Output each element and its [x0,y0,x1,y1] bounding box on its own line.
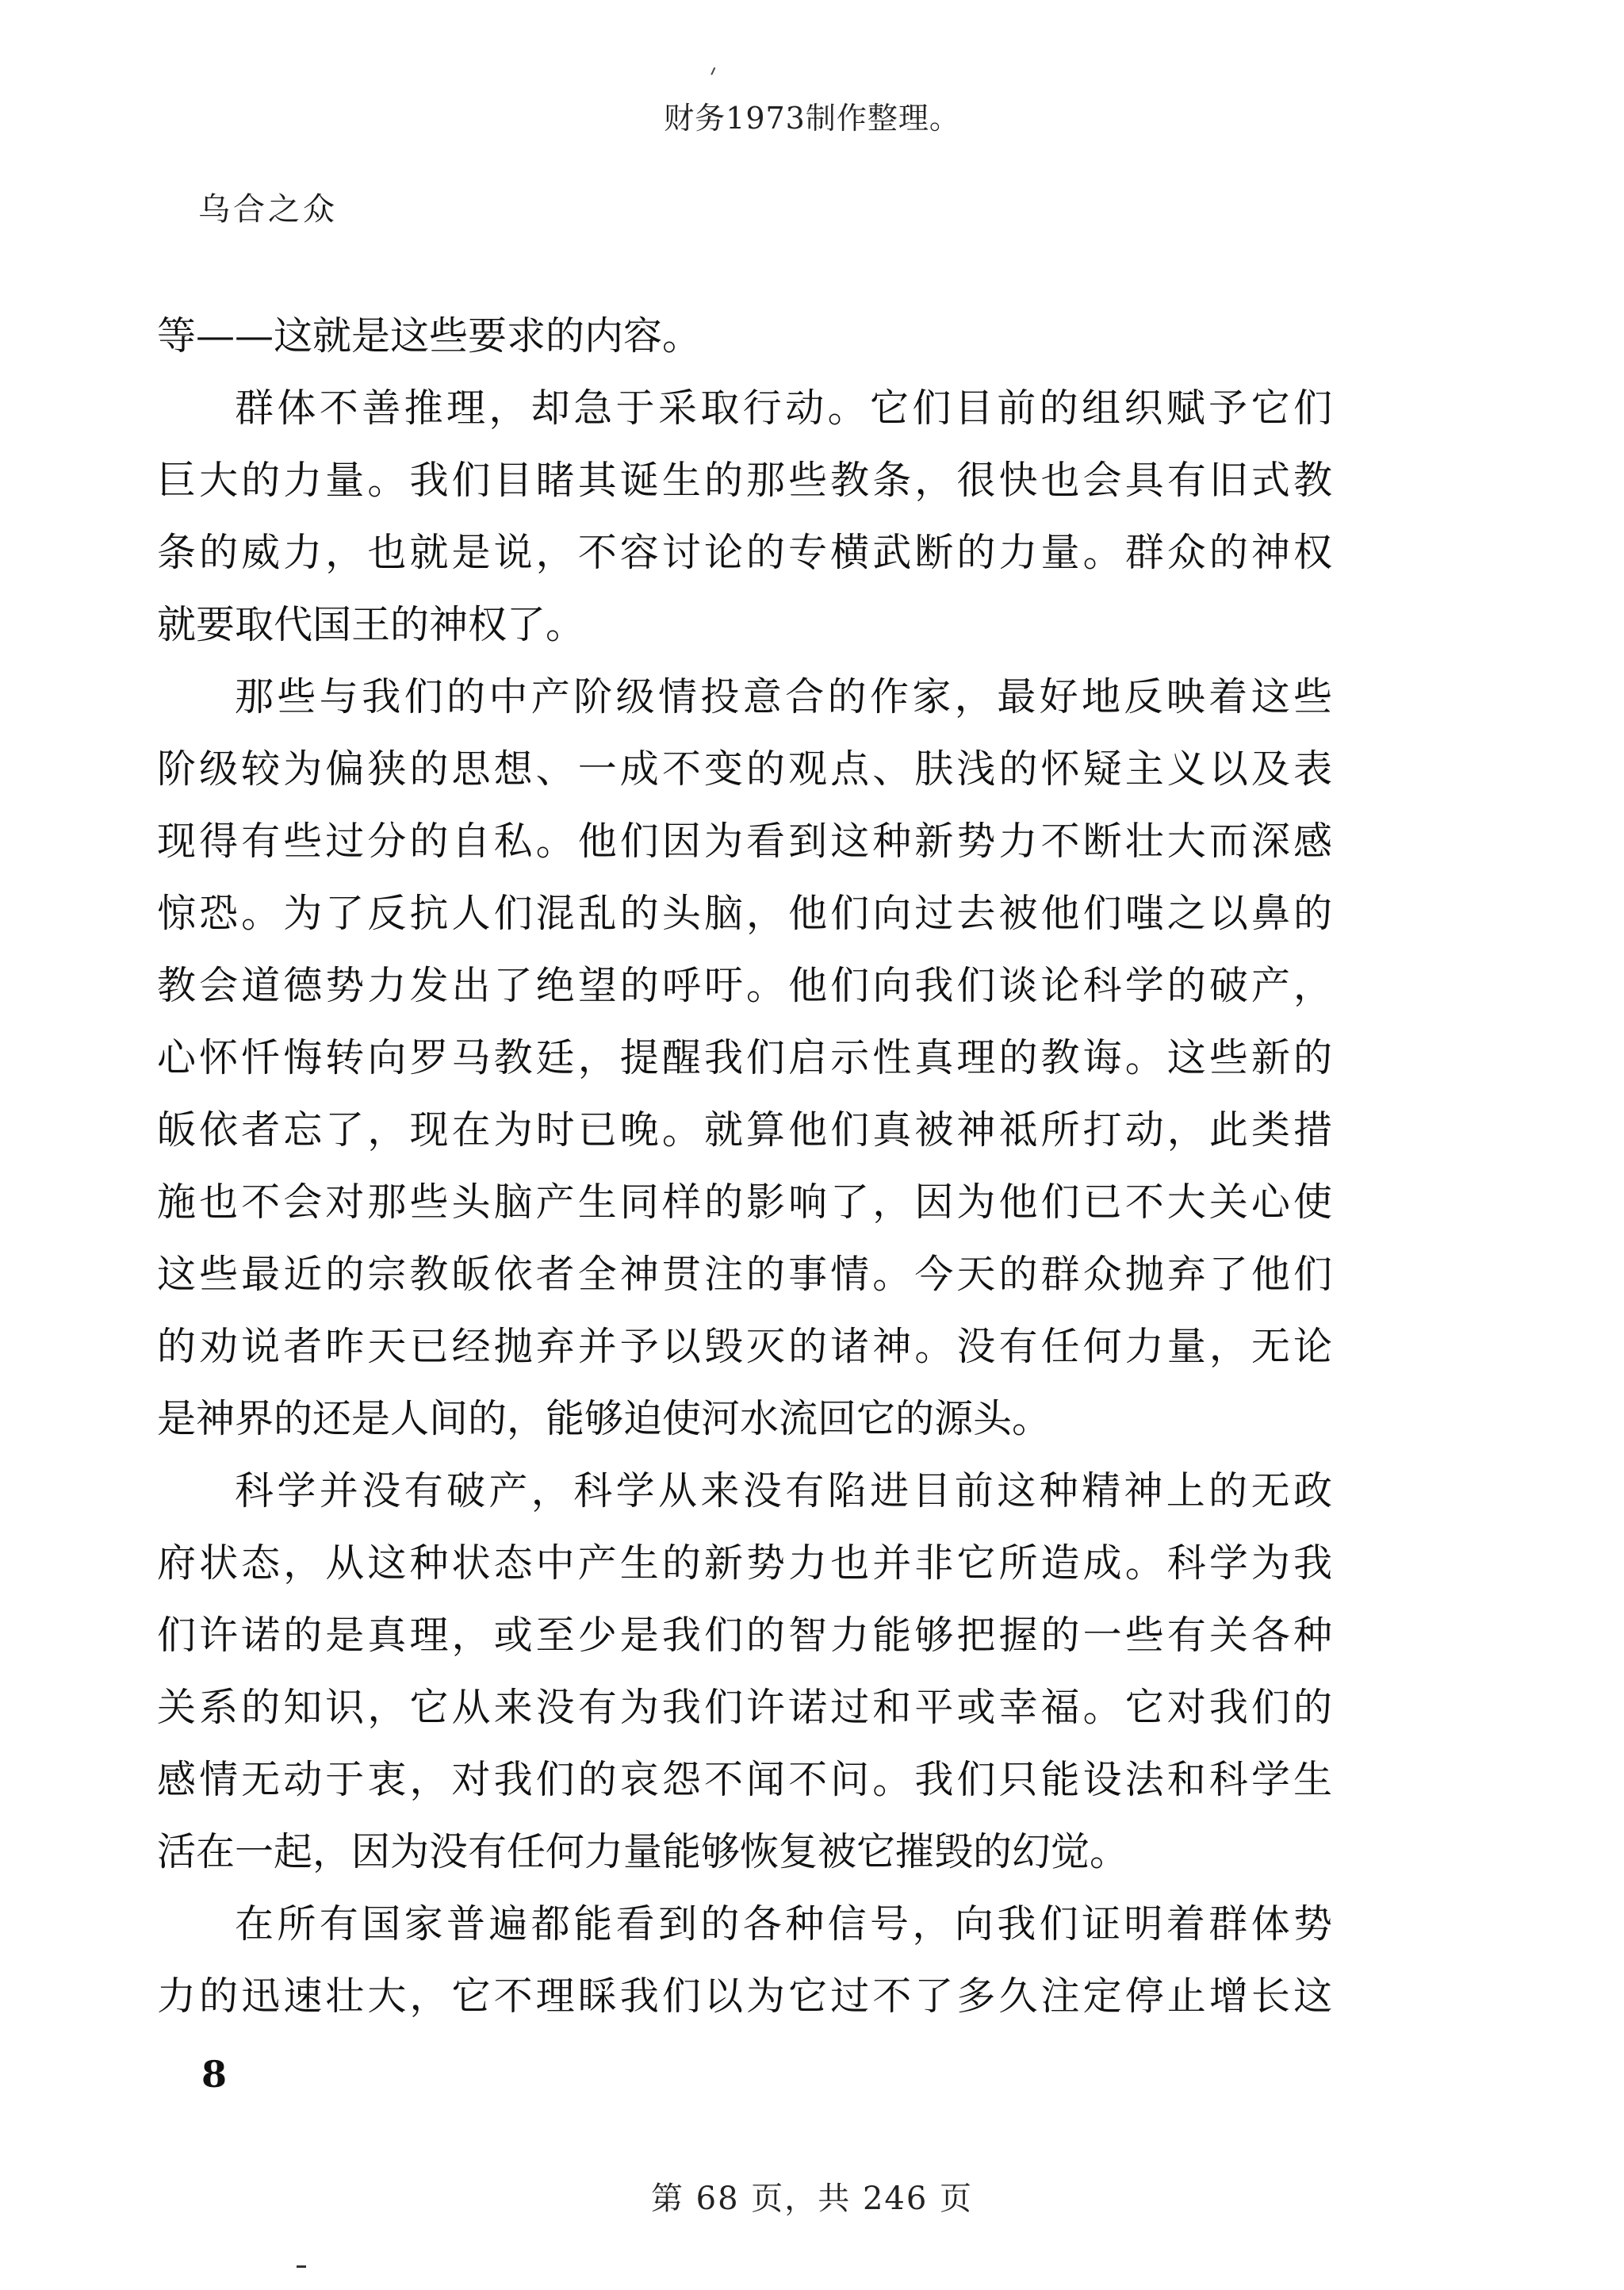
stray-mark [710,67,719,77]
text-line: 活在一起，因为没有任何力量能够恢复被它摧毁的幻觉。 [157,1829,1129,1874]
text-line: 在所有国家普遍都能看到的各种信号，向我们证明着群体势 [235,1901,1332,1947]
text-line: 感情无动于衷，对我们的哀怨不闻不问。我们只能设法和科学生 [157,1757,1332,1802]
text-line: 科学并没有破产，科学从来没有陷进目前这种精神上的无政 [235,1468,1332,1513]
text-line: 皈依者忘了，现在为时已晚。就算他们真被神祗所打动，此类措 [157,1107,1332,1153]
text-line: 那些与我们的中产阶级情投意合的作家，最好地反映着这些 [235,674,1332,719]
text-line: 心怀忏悔转向罗马教廷，提醒我们启示性真理的教诲。这些新的 [157,1035,1332,1080]
text-line: 的劝说者昨天已经抛弃并予以毁灭的诸神。没有任何力量，无论 [157,1324,1332,1369]
body-text [157,300,1332,2032]
text-line: 阶级较为偏狭的思想、一成不变的观点、肤浅的怀疑主义以及表 [157,746,1332,792]
text-line: 巨大的力量。我们目睹其诞生的那些教条，很快也会具有旧式教 [157,458,1332,503]
text-line: 条的威力，也就是说，不容讨论的专横武断的力量。群众的神权 [157,530,1332,575]
header-note: 财务1973制作整理。 [664,101,960,136]
text-line: 们许诺的是真理，或至少是我们的智力能够把握的一些有关各种 [157,1613,1332,1658]
text-line: 施也不会对那些头脑产生同样的影响了，因为他们已不大关心使 [157,1180,1332,1225]
text-line: 关系的知识，它从来没有为我们许诺过和平或幸福。它对我们的 [157,1685,1332,1730]
text-line: 群体不善推理，却急于采取行动。它们目前的组织赋予它们 [235,386,1332,431]
text-line: 是神界的还是人间的，能够迫使河水流回它的源头。 [157,1396,1051,1441]
page-footer-info: 第 68 页，共 246 页 [650,2181,974,2217]
text-line: 力的迅速壮大，它不理睬我们以为它过不了多久注定停止增长这 [157,1974,1332,2019]
text-line: 教会道德势力发出了绝望的呼吁。他们向我们谈论科学的破产， [157,963,1332,1008]
running-head-title: 乌合之众 [198,191,338,228]
text-line: 等——这就是这些要求的内容。 [157,313,702,359]
page-folio-number: 8 [201,2053,228,2096]
text-line: 就要取代国王的神权了。 [157,602,585,647]
text-line: 府状态，从这种状态中产生的新势力也并非它所造成。科学为我 [157,1540,1332,1586]
text-line: 现得有些过分的自私。他们因为看到这种新势力不断壮大而深感 [157,819,1332,864]
text-line: 这些最近的宗教皈依者全神贯注的事情。今天的群众抛弃了他们 [157,1252,1332,1297]
footer-dash-mark [297,2265,306,2268]
text-line: 惊恐。为了反抗人们混乱的头脑，他们向过去被他们嗤之以鼻的 [157,891,1332,936]
